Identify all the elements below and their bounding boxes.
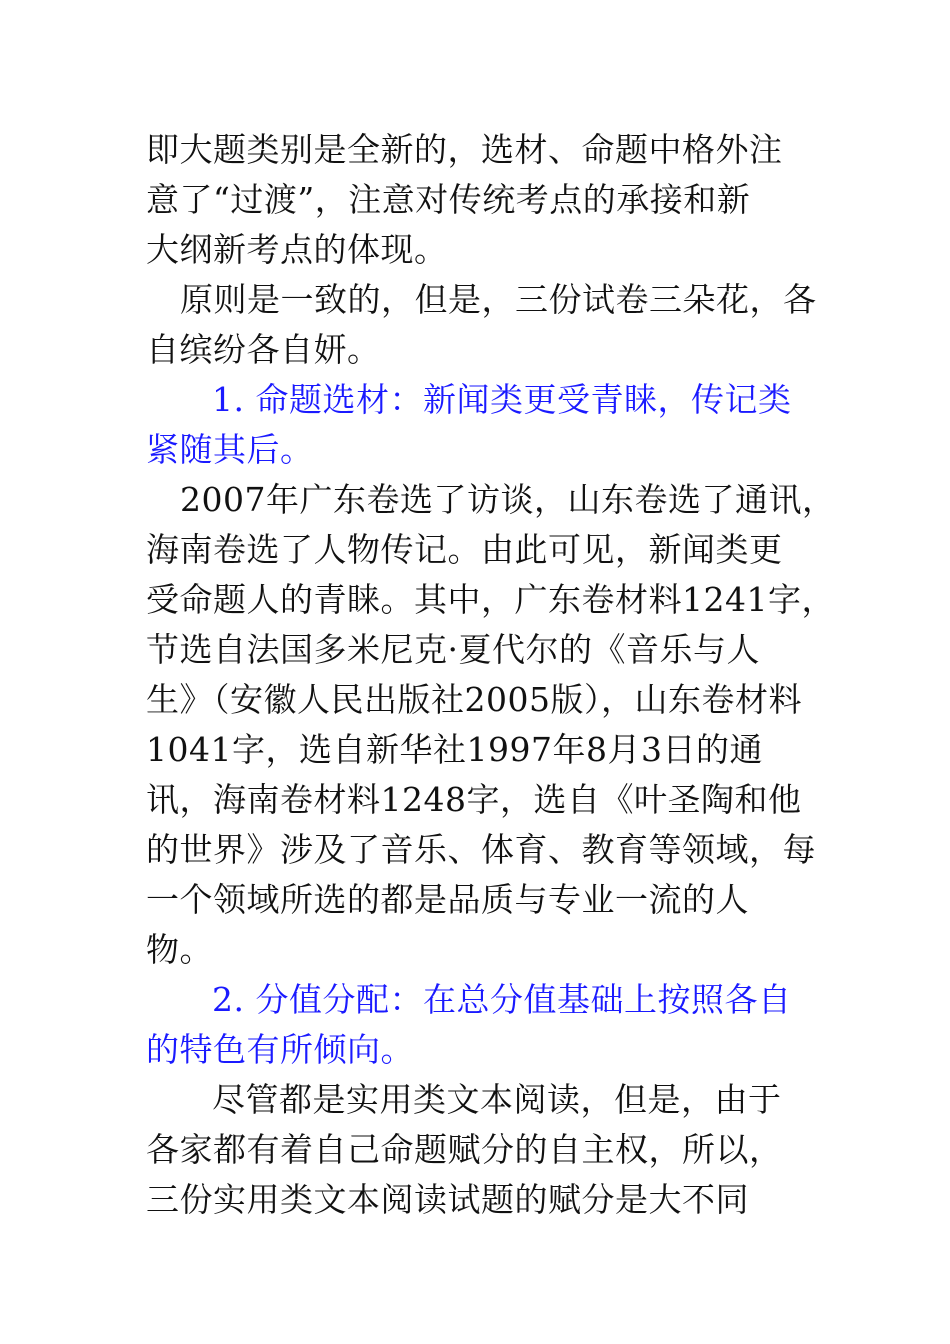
paragraph-first-line: 原则是一致的，但是，三份试卷三朵花，各	[180, 280, 817, 319]
text-line: 海南卷选了人物传记。由此可见，新闻类更	[146, 530, 783, 569]
text-line: 讯，海南卷材料1248字，选自《叶圣陶和他	[146, 780, 802, 819]
text-line: 节选自法国多米尼克·夏代尔的《音乐与人	[146, 630, 760, 669]
text-line: 三份实用类文本阅读试题的赋分是大不同	[146, 1180, 749, 1219]
text-line: 生》（安徽人民出版社2005版），山东卷材料	[146, 680, 802, 719]
text-line: 一个领域所选的都是品质与专业一流的人	[146, 880, 749, 919]
text-line: 各家都有着自己命题赋分的自主权，所以，	[146, 1130, 783, 1169]
text-line: 1041字，选自新华社1997年8月3日的通	[146, 730, 763, 769]
text-line: 的世界》涉及了音乐、体育、教育等领域，每	[146, 830, 816, 869]
section-heading-continued: 紧随其后。	[146, 430, 314, 469]
text-line: 大纲新考点的体现。	[146, 230, 448, 269]
section-heading: 2. 分值分配：在总分值基础上按照各自	[212, 980, 792, 1019]
text-line: 自缤纷各自妍。	[146, 330, 381, 369]
text-line: 物。	[146, 930, 213, 969]
section-heading-continued: 的特色有所倾向。	[146, 1030, 414, 1069]
paragraph-first-line: 2007年广东卷选了访谈，山东卷选了通讯，	[180, 480, 836, 519]
text-line: 即大题类别是全新的，选材、命题中格外注	[146, 130, 783, 169]
text-line: 意了“过渡”，注意对传统考点的承接和新	[146, 180, 751, 219]
paragraph-first-line: 尽管都是实用类文本阅读，但是，由于	[212, 1080, 782, 1119]
text-line: 受命题人的青睐。其中，广东卷材料1241字，	[146, 580, 835, 619]
section-heading: 1. 命题选材：新闻类更受青睐，传记类	[212, 380, 792, 419]
